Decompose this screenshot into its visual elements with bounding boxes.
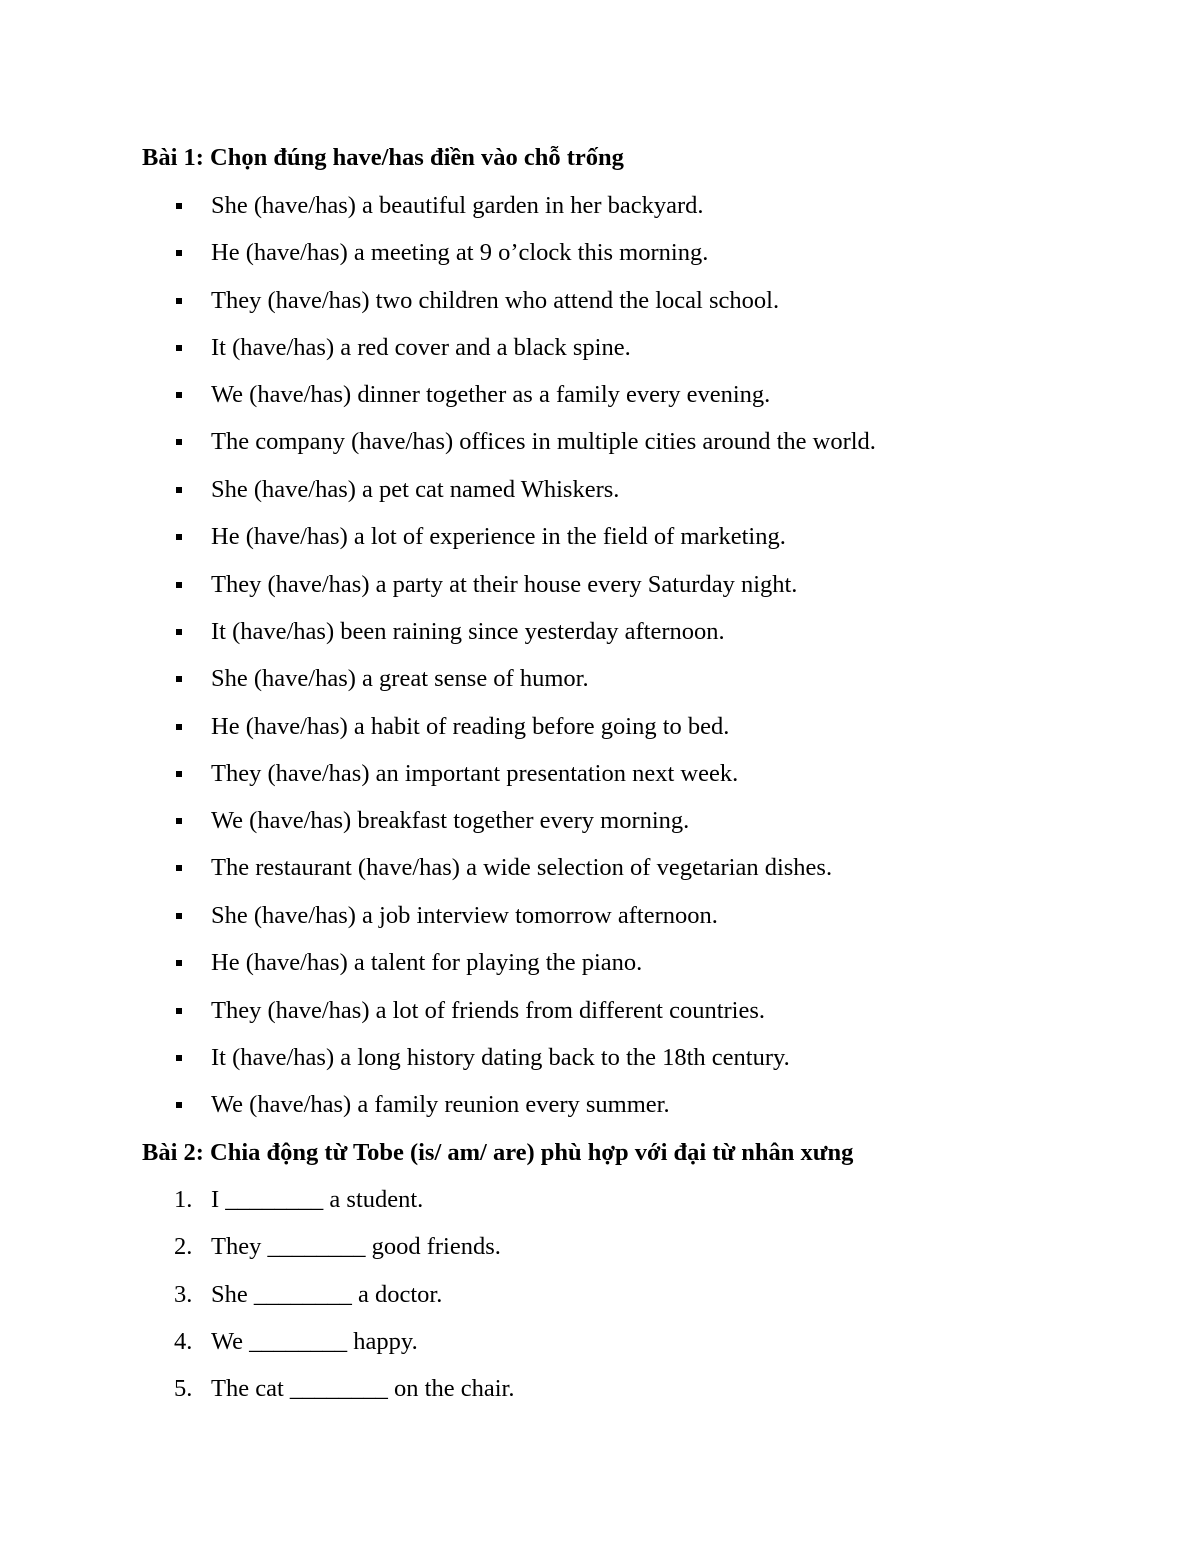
square-bullet-icon [176, 203, 182, 209]
exercise-1-item-text: They (have/has) two children who attend the local school. [211, 287, 780, 314]
exercise-1-item-text: He (have/has) a lot of experience in the field of marketing. [211, 523, 786, 550]
exercise-1-item-text: We (have/has) a family reunion every summer. [211, 1091, 670, 1118]
exercise-2-item-text: They ________ good friends. [211, 1233, 501, 1260]
square-bullet-icon [176, 771, 182, 777]
exercise-2-item-text: We ________ happy. [211, 1328, 418, 1355]
exercise-2-item-text: She ________ a doctor. [211, 1281, 443, 1308]
exercise-1-item-text: He (have/has) a habit of reading before going to bed. [211, 713, 730, 740]
list-number: 4. [174, 1328, 193, 1355]
exercise-2-title: Bài 2: Chia động từ Tobe (is/ am/ are) phù hợp với đại từ nhân xưng [142, 1139, 854, 1166]
square-bullet-icon [176, 1055, 182, 1061]
exercise-1-item-text: The restaurant (have/has) a wide selection of vegetarian dishes. [211, 854, 833, 881]
exercise-1-item-text: The company (have/has) offices in multiple cities around the world. [211, 428, 876, 455]
exercise-1-item-text: She (have/has) a job interview tomorrow afternoon. [211, 902, 718, 929]
square-bullet-icon [176, 534, 182, 540]
square-bullet-icon [176, 913, 182, 919]
exercise-1-item-text: They (have/has) a party at their house every Saturday night. [211, 571, 798, 598]
square-bullet-icon [176, 960, 182, 966]
exercise-2-item-text: The cat ________ on the chair. [211, 1375, 515, 1402]
square-bullet-icon [176, 487, 182, 493]
exercise-1-item-text: She (have/has) a beautiful garden in her backyard. [211, 192, 704, 219]
square-bullet-icon [176, 392, 182, 398]
exercise-1-item-text: It (have/has) a long history dating back to the 18th century. [211, 1044, 790, 1071]
list-number: 5. [174, 1375, 193, 1402]
square-bullet-icon [176, 724, 182, 730]
exercise-1-item-text: They (have/has) an important presentation next week. [211, 760, 739, 787]
exercise-2-item-text: I ________ a student. [211, 1186, 424, 1213]
square-bullet-icon [176, 1008, 182, 1014]
list-number: 2. [174, 1233, 193, 1260]
square-bullet-icon [176, 629, 182, 635]
square-bullet-icon [176, 865, 182, 871]
square-bullet-icon [176, 582, 182, 588]
square-bullet-icon [176, 818, 182, 824]
square-bullet-icon [176, 676, 182, 682]
exercise-1-item-text: They (have/has) a lot of friends from different countries. [211, 997, 766, 1024]
exercise-1-item-text: It (have/has) a red cover and a black spine. [211, 334, 631, 361]
square-bullet-icon [176, 250, 182, 256]
square-bullet-icon [176, 439, 182, 445]
exercise-1-item-text: She (have/has) a great sense of humor. [211, 665, 589, 692]
exercise-1-item-text: He (have/has) a meeting at 9 o’clock this morning. [211, 239, 709, 266]
square-bullet-icon [176, 298, 182, 304]
exercise-1-item-text: It (have/has) been raining since yesterday afternoon. [211, 618, 725, 645]
list-number: 3. [174, 1281, 193, 1308]
exercise-1-item-text: We (have/has) dinner together as a family every evening. [211, 381, 771, 408]
list-number: 1. [174, 1186, 193, 1213]
exercise-1-title: Bài 1: Chọn đúng have/has điền vào chỗ trống [142, 144, 624, 171]
square-bullet-icon [176, 1102, 182, 1108]
exercise-1-item-text: He (have/has) a talent for playing the piano. [211, 949, 643, 976]
square-bullet-icon [176, 345, 182, 351]
exercise-1-item-text: We (have/has) breakfast together every morning. [211, 807, 690, 834]
exercise-1-item-text: She (have/has) a pet cat named Whiskers. [211, 476, 620, 503]
